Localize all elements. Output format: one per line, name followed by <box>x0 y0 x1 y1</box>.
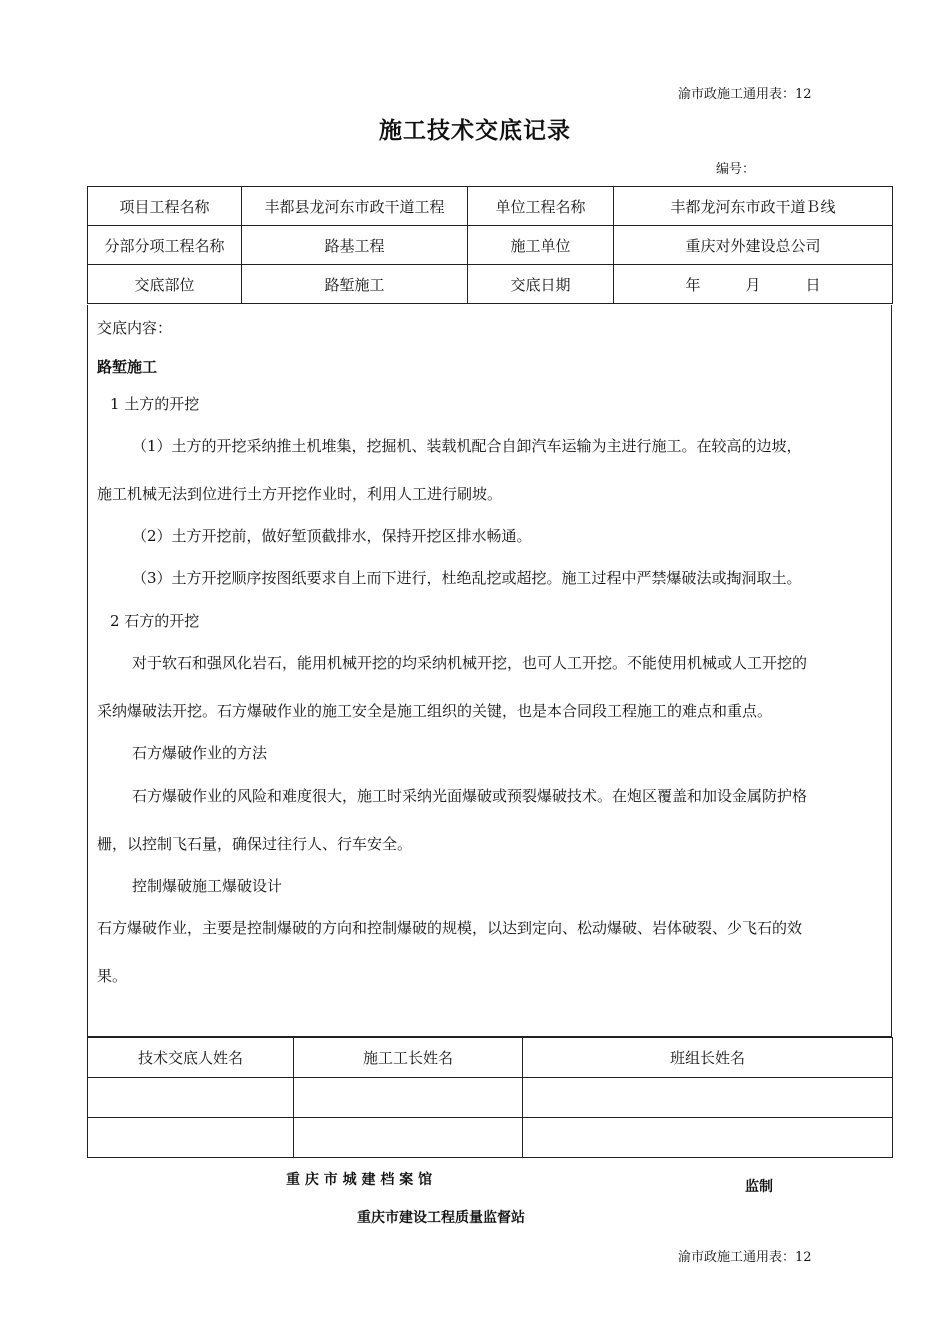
page-title: 施工技术交底记录 <box>379 118 571 144</box>
signature-table <box>87 1037 893 1158</box>
signature-cell[interactable] <box>88 1078 294 1118</box>
foreman-name-header: 施工工长姓名 <box>294 1038 523 1078</box>
date-label: 交底日期 <box>468 265 614 304</box>
signature-row <box>88 1078 893 1118</box>
subitem-value: 路基工程 <box>242 226 468 265</box>
paragraph-1-line-1: （1）土方的开挖采纳推土机堆集，挖掘机、装载机配合自卸汽车运输为主进行施工。在较高的边坡， <box>132 437 802 455</box>
section-2-title: 2 石方的开挖 <box>110 612 200 630</box>
signature-cell[interactable] <box>523 1118 893 1158</box>
paragraph-6-line-1: 石方爆破作业，主要是控制爆破的方向和控制爆破的规模，以达到定向、松动爆破、岩体破裂、少飞石的效 <box>97 919 803 937</box>
subheading-1: 石方爆破作业的方法 <box>132 744 268 762</box>
paragraph-5-line-1: 石方爆破作业的风险和难度很大，施工时采纳光面爆破或预裂爆破技术。在炮区覆盖和加设金属防护格 <box>132 787 808 805</box>
number-label: 编号： <box>716 162 756 177</box>
team-leader-name-header: 班组长姓名 <box>523 1038 893 1078</box>
content-heading: 路堑施工 <box>97 358 158 376</box>
signature-header-row <box>88 1038 893 1078</box>
contractor-label: 施工单位 <box>468 226 614 265</box>
section-1-title: 1 土方的开挖 <box>110 395 200 413</box>
info-row <box>88 265 893 304</box>
project-name-label: 项目工程名称 <box>88 187 242 226</box>
contractor-value: 重庆对外建设总公司 <box>614 226 893 265</box>
paragraph-2: （2）土方开挖前，做好堑顶截排水，保持开挖区排水畅通。 <box>132 527 532 545</box>
unit-name-label: 单位工程名称 <box>468 187 614 226</box>
paragraph-3: （3）土方开挖顺序按图纸要求自上而下进行，杜绝乱挖或超挖。施工过程中严禁爆破法或掏洞取土。 <box>132 569 802 587</box>
supervise-label: 监制 <box>745 1179 773 1195</box>
subitem-label: 分部分项工程名称 <box>88 226 242 265</box>
signature-cell[interactable] <box>88 1118 294 1158</box>
project-name-value: 丰都县龙河东市政干道工程 <box>242 187 468 226</box>
paragraph-4-line-2: 采纳爆破法开挖。石方爆破作业的施工安全是施工组织的关键，也是本合同段工程施工的难点和重点。 <box>97 702 773 720</box>
part-value: 路堑施工 <box>242 265 468 304</box>
part-label: 交底部位 <box>88 265 242 304</box>
paragraph-4-line-1: 对于软石和强风化岩石，能用机械开挖的均采纳机械开挖，也可人工开挖。不能使用机械或人工开挖的 <box>132 654 808 672</box>
info-table <box>87 186 893 304</box>
signature-cell[interactable] <box>294 1078 523 1118</box>
unit-name-value: 丰都龙河东市政干道Ｂ线 <box>614 187 893 226</box>
content-box <box>87 305 892 1037</box>
station-name: 重庆市建设工程质量监督站 <box>357 1210 525 1226</box>
signature-cell[interactable] <box>294 1118 523 1158</box>
info-row <box>88 187 893 226</box>
info-row <box>88 226 893 265</box>
signature-cell[interactable] <box>523 1078 893 1118</box>
content-label: 交底内容： <box>97 319 173 337</box>
archive-name: 重 庆 市 城 建 档 案 馆 <box>286 1172 433 1188</box>
date-value: 年 月 日 <box>614 265 893 304</box>
paragraph-6-line-2: 果。 <box>97 967 128 985</box>
subheading-2: 控制爆破施工爆破设计 <box>132 877 283 895</box>
form-code-bottom: 渝市政施工通用表：12 <box>678 1250 812 1265</box>
paragraph-5-line-2: 栅，以控制飞石量，确保过往行人、行车安全。 <box>97 835 413 853</box>
signature-row <box>88 1118 893 1158</box>
tech-briefer-name-header: 技术交底人姓名 <box>88 1038 294 1078</box>
form-code-top: 渝市政施工通用表：12 <box>678 87 812 102</box>
paragraph-1-line-2: 施工机械无法到位进行土方开挖作业时，利用人工进行刷坡。 <box>97 485 503 503</box>
